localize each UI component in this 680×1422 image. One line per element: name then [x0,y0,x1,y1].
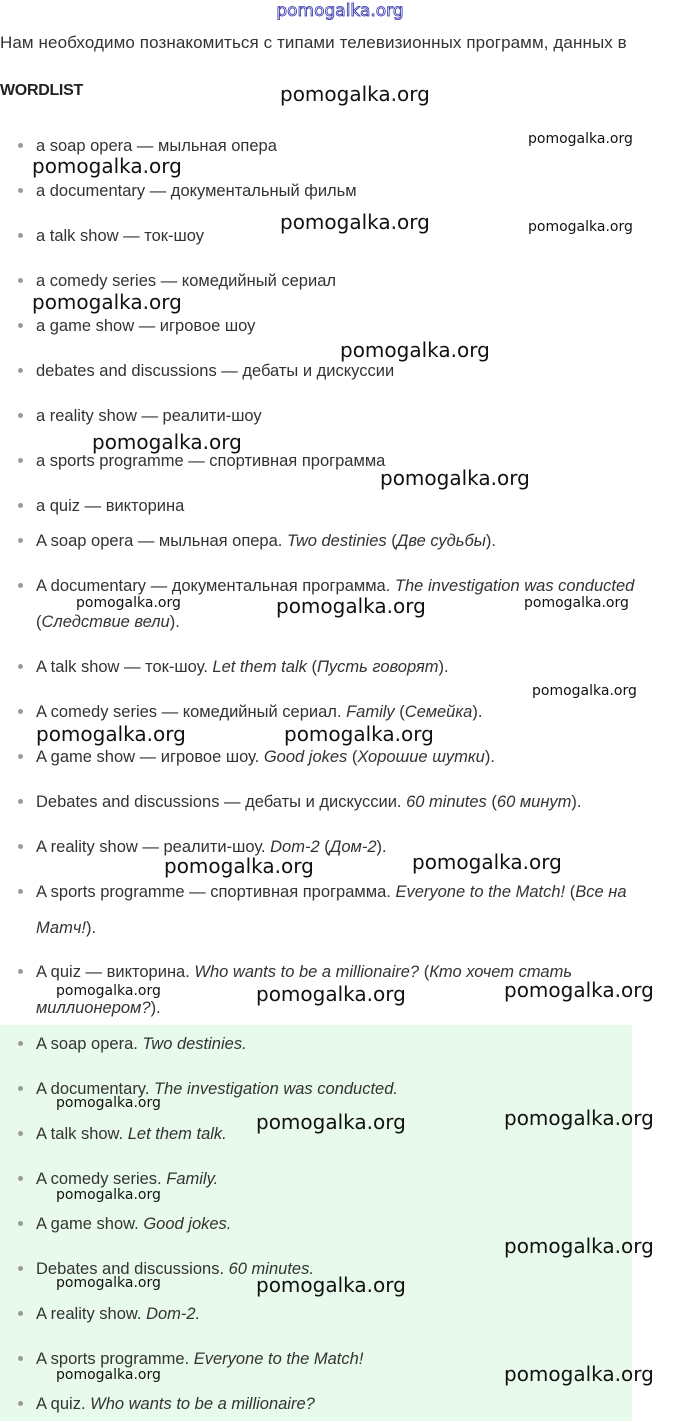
list-item-text: A game show. Good jokes. [36,1215,232,1233]
watermark-text: pomogalka.org [504,1234,654,1258]
list-item-text: A sports programme — спортивная программа. Everyone to the Match! (Все на Матч!). [36,883,627,937]
list-item-text: A talk show — ток-шоу. Let them talk (Пусть говорят). [36,658,449,676]
bullet-icon [18,1041,23,1046]
watermark-text: pomogalka.org [412,850,562,874]
bullet-icon [18,709,23,714]
watermark-text: pomogalka.org [340,338,490,362]
list-item-text: a soap opera — мыльная опера [36,137,277,155]
watermark-text: pomogalka.org [56,1367,161,1383]
watermark-text: pomogalka.org [164,854,314,878]
list-item [18,1386,315,1422]
bullet-icon [18,188,23,193]
wordlist-heading: WORDLIST [0,82,87,100]
list-item [18,353,394,389]
bullet-icon [18,538,23,543]
bullet-icon [18,1131,23,1136]
list-item-text: Debates and discussions — дебаты и дискуссии. 60 minutes (60 минут). [36,793,582,811]
list-item-text: A reality show — реалити-шоу. Dom-2 (Дом-2). [36,838,387,856]
bullet-icon [18,503,23,508]
watermark-text: pomogalka.org [32,154,182,178]
watermark-text: pomogalka.org [76,595,181,611]
watermark-text: pomogalka.org [256,1110,406,1134]
list-item-text: a talk show — ток-шоу [36,227,204,245]
list-item-text: Debates and discussions. 60 minutes. [36,1260,314,1278]
list-item [18,1026,247,1062]
site-logo[interactable]: pomogalka.org [276,1,404,21]
bullet-icon [18,233,23,238]
list-item-text: a comedy series — комедийный сериал [36,272,336,290]
bullet-icon [18,368,23,373]
bullet-icon [18,1311,23,1316]
list-item-text: A documentary. The investigation was conducted. [36,1080,398,1098]
bullet-icon [18,844,23,849]
watermark-text: pomogalka.org [56,983,161,999]
watermark-text: pomogalka.org [56,1275,161,1291]
watermark-text: pomogalka.org [524,595,629,611]
list-item [18,1296,200,1332]
list-item-text: A comedy series. Family. [36,1170,219,1188]
list-item [18,784,582,820]
watermark-text: pomogalka.org [32,290,182,314]
bullet-icon [18,799,23,804]
intro-text: Нам необходимо познакомиться с типами телевизионных программ, данных в [0,33,627,52]
list-item-text: a reality show — реалити-шоу [36,407,262,425]
watermark-text: pomogalka.org [280,82,430,106]
watermark-text: pomogalka.org [504,1362,654,1386]
list-item-text: A soap opera — мыльная опера. Two destinies (Две судьбы). [36,532,496,550]
list-item-text: A reality show. Dom-2. [36,1305,201,1323]
bullet-icon [18,1356,23,1361]
bullet-icon [18,143,23,148]
list-item-text: debates and discussions — дебаты и дискуссии [36,362,395,380]
list-item [18,1206,231,1242]
watermark-text: pomogalka.org [528,219,633,235]
list-item [18,398,262,434]
bullet-icon [18,754,23,759]
list-item-text: a documentary — документальный фильм [36,182,357,200]
bullet-icon [18,413,23,418]
list-item-text: a game show — игровое шоу [36,317,256,335]
list-item-text: A game show — игровое шоу. Good jokes (Хорошие шутки). [36,748,495,766]
watermark-text: pomogalka.org [256,982,406,1006]
bullet-icon [18,323,23,328]
list-item [18,523,496,559]
list-item [18,488,184,524]
list-item-text: A soap opera. Two destinies. [36,1035,247,1053]
watermark-text: pomogalka.org [280,210,430,234]
bullet-icon [18,1401,23,1406]
list-item-text: A documentary — документальная программа. The investigation was conducted (Следствие вели). [36,577,635,631]
watermark-text: pomogalka.org [380,466,530,490]
list-item [18,1116,227,1152]
watermark-text: pomogalka.org [284,722,434,746]
bullet-icon [18,1266,23,1271]
watermark-text: pomogalka.org [56,1187,161,1203]
list-item [18,173,357,209]
list-item-text: A comedy series — комедийный сериал. Family (Семейка). [36,703,483,721]
bullet-icon [18,278,23,283]
watermark-text: pomogalka.org [256,1273,406,1297]
watermark-text: pomogalka.org [56,1095,161,1111]
watermark-text: pomogalka.org [36,722,186,746]
watermark-text: pomogalka.org [92,430,242,454]
bullet-icon [18,664,23,669]
bullet-icon [18,1086,23,1091]
bullet-icon [18,969,23,974]
bullet-icon [18,889,23,894]
watermark-text: pomogalka.org [504,1106,654,1130]
bullet-icon [18,458,23,463]
list-item [18,218,204,254]
watermark-text: pomogalka.org [528,131,633,147]
bullet-icon [18,583,23,588]
list-item [18,649,449,685]
list-item-text: A sports programme. Everyone to the Match! [36,1350,364,1368]
list-item-text: a sports programme — спортивная программа [36,452,386,470]
list-item-text: A quiz. Who wants to be a millionaire? [36,1395,315,1413]
list-item [18,874,678,946]
list-item-text: A quiz — викторина. Who wants to be a millionaire? (Кто хочет стать миллионером?). [36,963,573,1017]
watermark-text: pomogalka.org [532,683,637,699]
list-item-text: A talk show. Let them talk. [36,1125,227,1143]
watermark-text: pomogalka.org [504,978,654,1002]
bullet-icon [18,1221,23,1226]
list-item-text: a quiz — викторина [36,497,185,515]
bullet-icon [18,1176,23,1181]
watermark-text: pomogalka.org [276,594,426,618]
